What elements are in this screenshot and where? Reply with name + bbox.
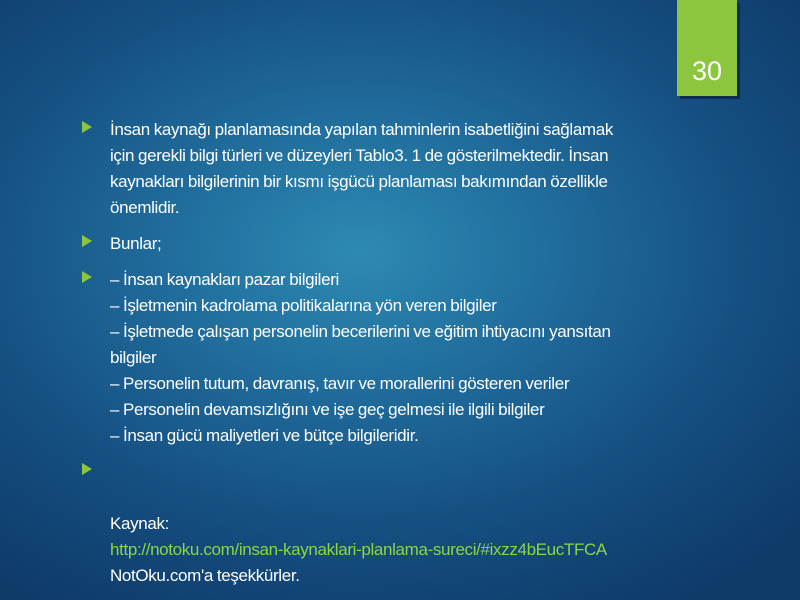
page-number: 30 bbox=[691, 56, 723, 86]
text-line: Bunlar; bbox=[110, 234, 162, 253]
text-line: – İnsan kaynakları pazar bilgileri bbox=[110, 270, 339, 289]
bullet-item bbox=[82, 117, 702, 221]
bullet-item bbox=[82, 267, 702, 449]
bullet-arrow-icon bbox=[82, 121, 92, 133]
text-line: – İşletmede çalışan personelin becerilerini ve eğitim ihtiyacını yansıtan bbox=[110, 322, 611, 341]
bullet-text bbox=[110, 231, 702, 257]
text-line: kaynakları bilgilerinin bir kısmı işgücü planlaması bakımından özellikle bbox=[110, 172, 608, 191]
bullet-item-source bbox=[82, 459, 702, 589]
bullet-arrow-icon bbox=[82, 235, 92, 247]
text-line: için gerekli bilgi türleri ve düzeyleri Tablo3. 1 de gösterilmektedir. İnsan bbox=[110, 146, 609, 165]
bullet-text bbox=[110, 459, 702, 589]
page-number-box bbox=[677, 0, 737, 96]
bullet-item bbox=[82, 231, 702, 257]
bullet-arrow-icon bbox=[82, 463, 92, 475]
bullet-arrow-icon bbox=[82, 271, 92, 283]
text-line: İnsan kaynağı planlamasında yapılan tahminlerin isabetliğini sağlamak bbox=[110, 120, 613, 139]
text-line: – İnsan gücü maliyetleri ve bütçe bilgileridir. bbox=[110, 426, 419, 445]
source-thanks: NotOku.com'a teşekkürler. bbox=[110, 566, 300, 585]
slide-content bbox=[82, 117, 702, 599]
text-line: – İşletmenin kadrolama politikalarına yön veren bilgiler bbox=[110, 296, 497, 315]
source-link[interactable]: http://notoku.com/insan-kaynaklari-planlama-sureci/#ixzz4bEucTFCA bbox=[110, 540, 607, 559]
text-line: – Personelin tutum, davranış, tavır ve morallerini gösteren veriler bbox=[110, 374, 570, 393]
bullet-text bbox=[110, 117, 702, 221]
source-label: Kaynak: bbox=[110, 514, 169, 533]
text-line: önemlidir. bbox=[110, 198, 180, 217]
text-line: bilgiler bbox=[110, 348, 157, 367]
bullet-text bbox=[110, 267, 702, 449]
text-line: – Personelin devamsızlığını ve işe geç gelmesi ile ilgili bilgiler bbox=[110, 400, 545, 419]
